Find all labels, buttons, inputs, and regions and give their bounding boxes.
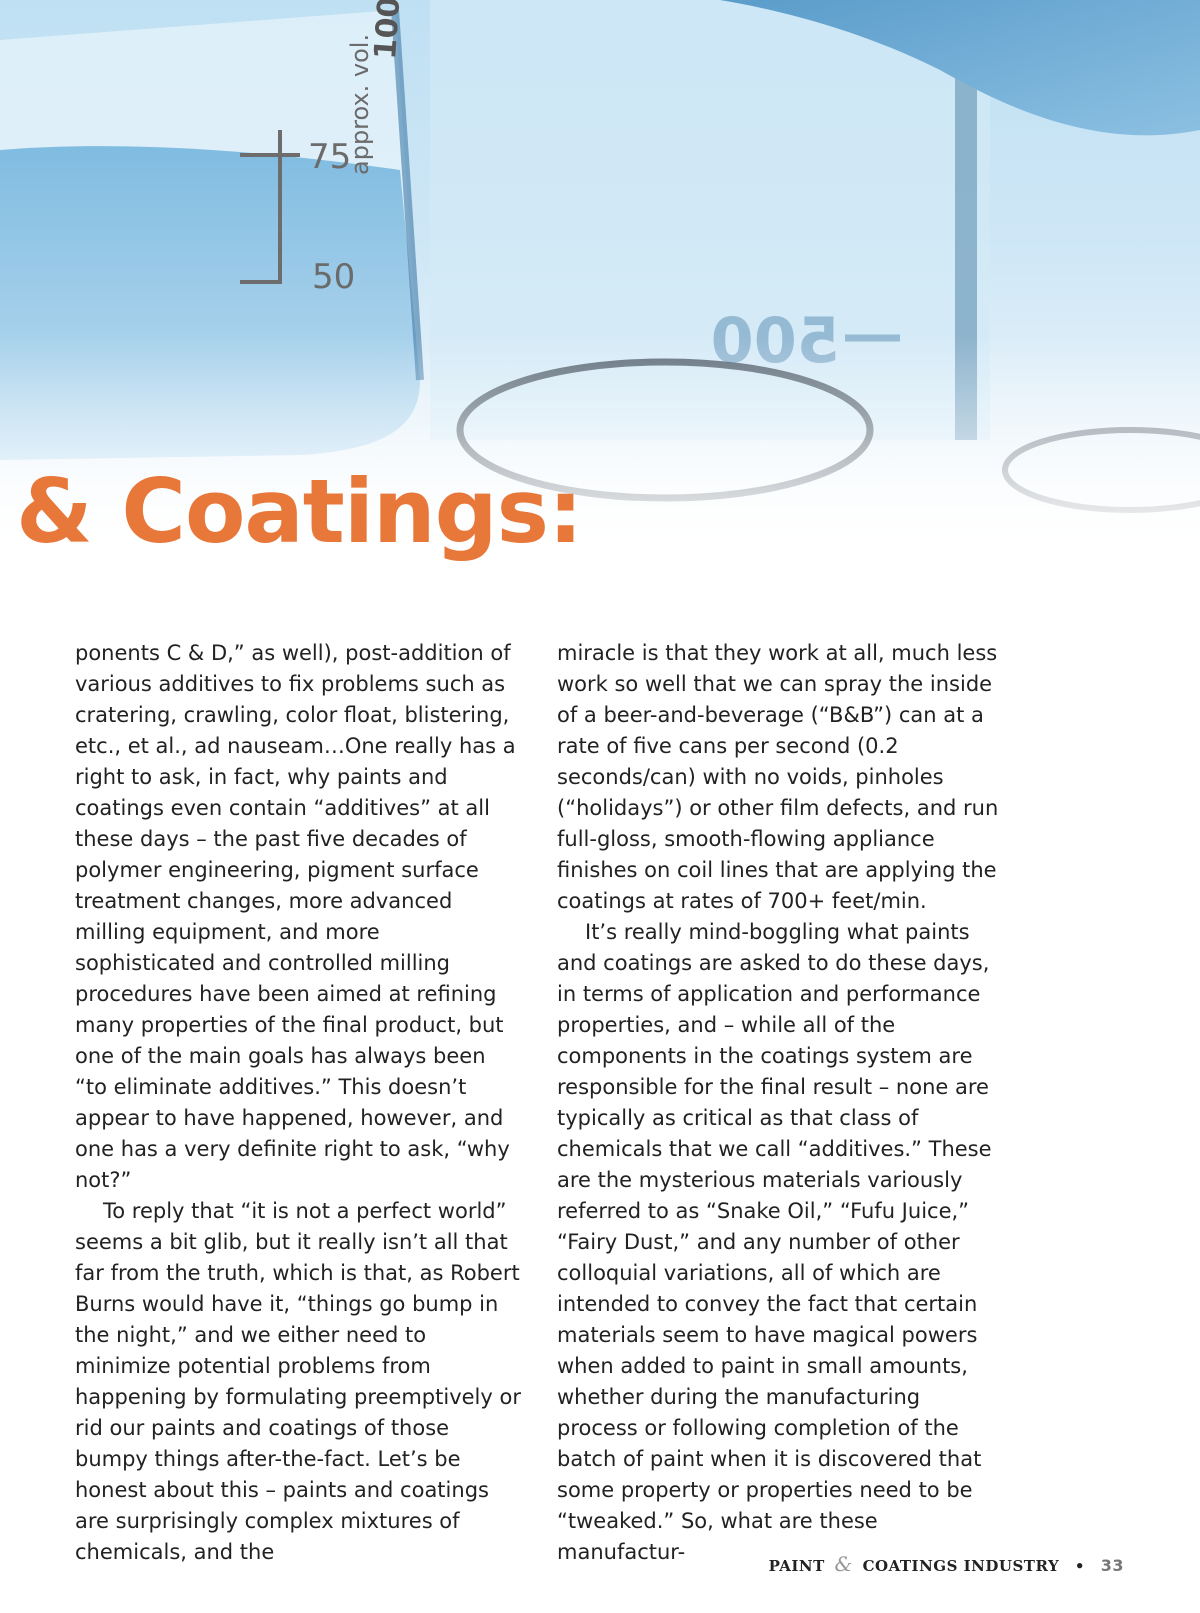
page-footer [769, 1552, 1124, 1576]
left-column [75, 638, 521, 1568]
paragraph: ponents C & D,” as well), post-addition of various additives to fix problems such as cratering, crawling, color float, blistering, etc., et al., ad nauseam…One really has a right to ask, in fact, why paints and coatings even contain “additives” at all these days – the past five decades of polymer engineering, pigment surface treatment changes, more advanced milling equipment, and more sophisticated and controlled milling procedures have been aimed at refining many properties of the final product, but one of the main goals has always been “to eliminate additives.” This doesn’t appear to have happened, however, and one has a very definite right to ask, “why not?” [75, 641, 516, 1192]
magazine-name-part1: PAINT [768, 1557, 825, 1575]
paragraph: To reply that “it is not a perfect world” seems a bit glib, but it really isn’t all that far from the truth, which is that, as Robert Burns would have it, “things go bump in the night,” and we either need to minimize potential problems from happening by formulating preemptively or rid our paints and coatings of those bumpy things after-the-fact. Let’s be honest about this – paints and coatings are surprisingly complex mixtures of chemicals, and the [75, 1199, 521, 1564]
paragraph: It’s really mind-boggling what paints and coatings are asked to do these days, in terms of application and performance properties, and – while all of the components in the coatings system are responsible for the final result – none are typically as critical as that class of chemicals that we call “additives.” These are the mysterious materials variously referred to as “Snake Oil,” “Fufu Juice,” “Fairy Dust,” and any number of other colloquial variations, all of which are intended to convey the fact that certain materials seem to have magical powers when added to paint in small amounts, whether during the manufacturing process or following completion of the batch of paint when it is discovered that some property or properties need to be “tweaked.” So, what are these manufactur- [557, 920, 992, 1564]
right-column [557, 638, 1003, 1568]
magazine-name-part2: COATINGS INDUSTRY [862, 1557, 1060, 1575]
magazine-name-ampersand: & [834, 1552, 853, 1576]
footer-bullet: • [1074, 1557, 1085, 1575]
headline: & Coatings: [16, 460, 583, 563]
page-number: 33 [1100, 1556, 1124, 1575]
paragraph: miracle is that they work at all, much less work so well that we can spray the inside of a beer-and-beverage (“B&B”) can at a rate of five cans per second (0.2 seconds/can) with no voids, pinholes (“holidays”) or other film defects, and run full-gloss, smooth-flowing appliance finishes on coil lines that are applying the coatings at rates of 700+ feet/min. [557, 641, 999, 913]
